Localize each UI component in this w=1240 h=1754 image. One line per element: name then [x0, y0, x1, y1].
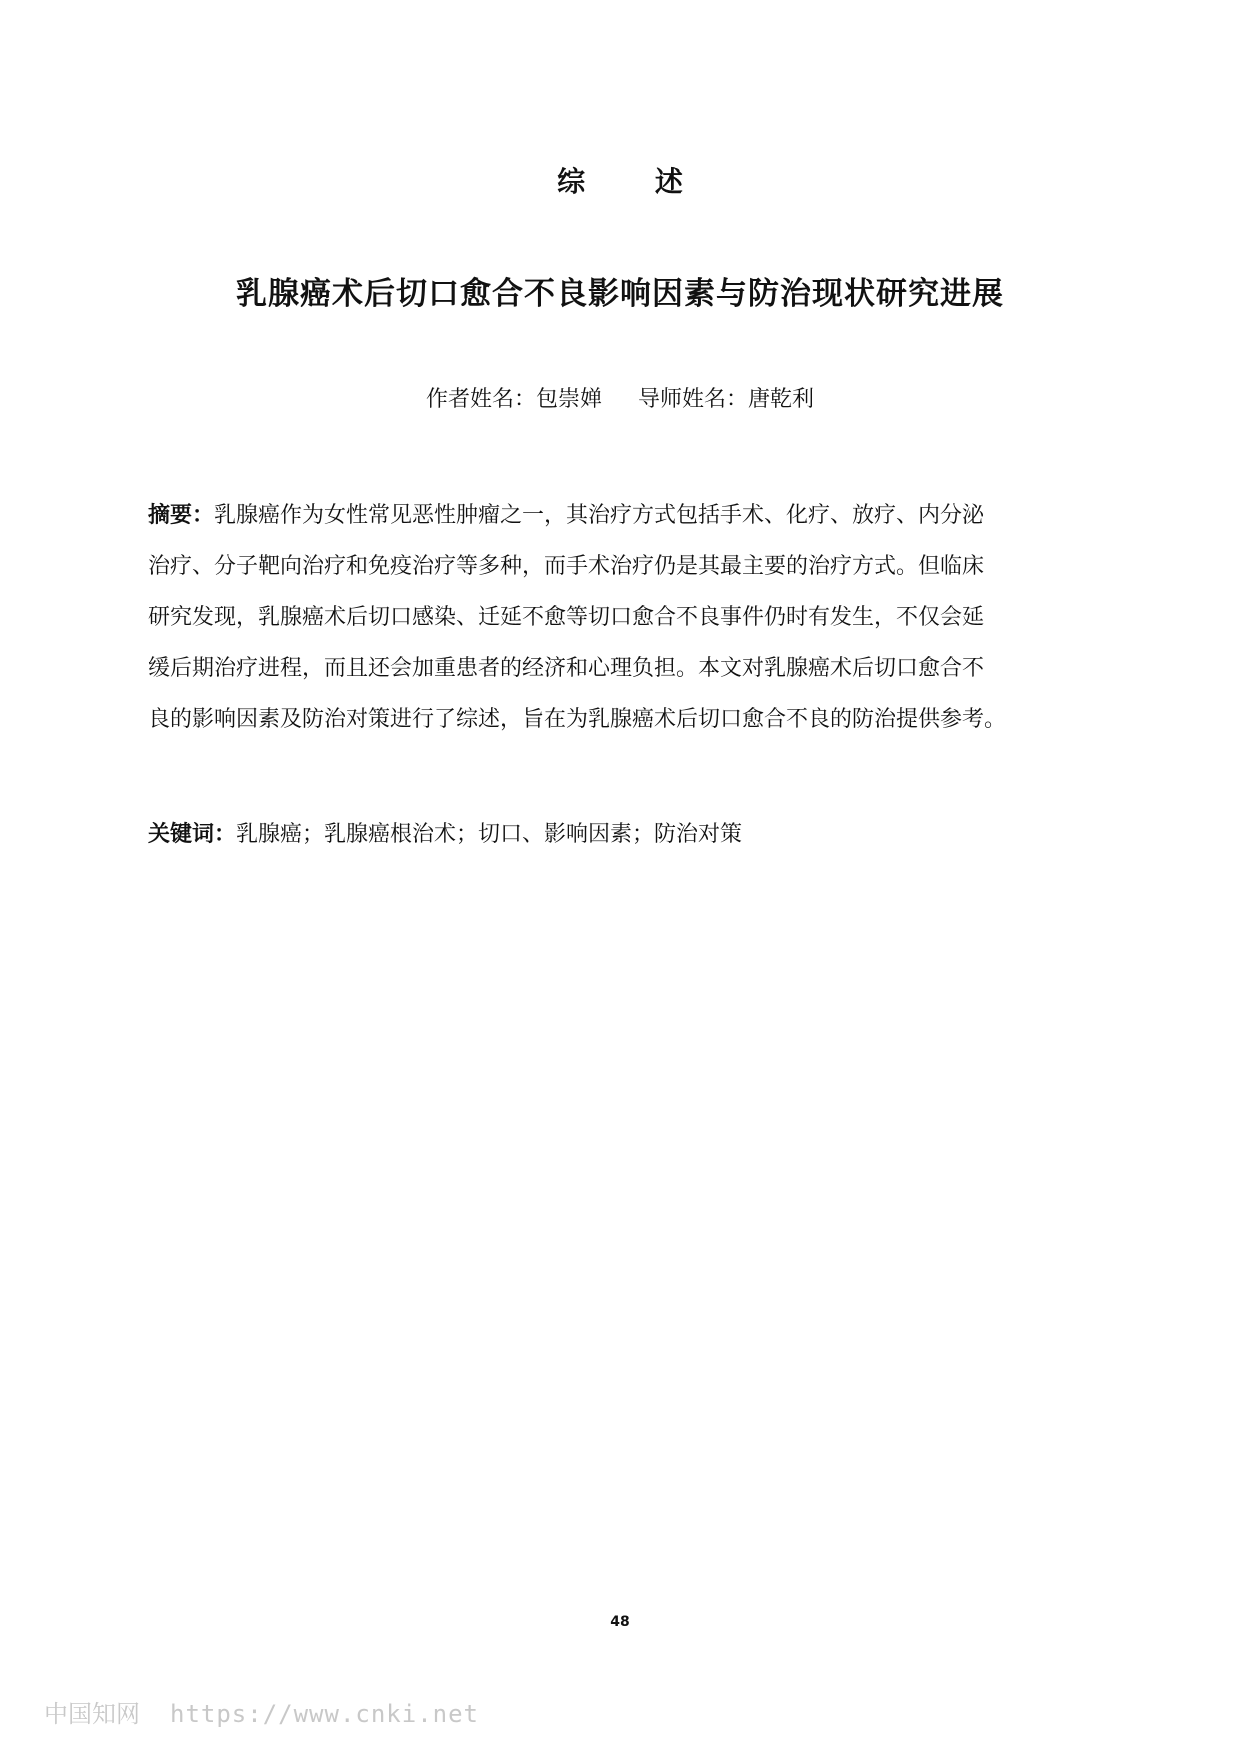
advisor-name: 导师姓名：唐乾利 — [638, 387, 815, 412]
author-line — [0, 382, 1240, 413]
section-label: 综 述 — [557, 165, 713, 198]
abstract-line: 缓后期治疗进程，而且还会加重患者的经济和心理负担。本文对乳腺癌术后切口愈合不 — [148, 656, 985, 681]
page-number: 48 — [610, 1614, 630, 1630]
abstract-line — [148, 490, 1098, 541]
abstract-line: 治疗、分子靶向治疗和免疫治疗等多种，而手术治疗仍是其最主要的治疗方式。但临床 — [148, 554, 985, 579]
watermark-url: https://www.cnki.net — [170, 1700, 479, 1728]
abstract — [148, 490, 1098, 745]
watermark — [44, 1694, 479, 1729]
abstract-line: 良的影响因素及防治对策进行了综述，旨在为乳腺癌术后切口愈合不良的防治提供参考。 — [148, 707, 1007, 732]
abstract-label: 摘要： — [148, 503, 215, 528]
abstract-line: 研究发现，乳腺癌术后切口感染、迁延不愈等切口愈合不良事件仍时有发生，不仅会延 — [148, 605, 985, 630]
document-title: 乳腺癌术后切口愈合不良影响因素与防治现状研究进展 — [236, 276, 1004, 312]
keywords-label: 关键词： — [148, 822, 237, 847]
author-name: 作者姓名：包崇婵 — [425, 387, 602, 412]
keywords — [148, 815, 1098, 855]
abstract-text: 乳腺癌作为女性常见恶性肿瘤之一，其治疗方式包括手术、化疗、放疗、内分泌 — [214, 503, 985, 528]
keywords-text: 乳腺癌；乳腺癌根治术；切口、影响因素；防治对策 — [236, 822, 743, 847]
watermark-brand: 中国知网 — [44, 1700, 140, 1728]
